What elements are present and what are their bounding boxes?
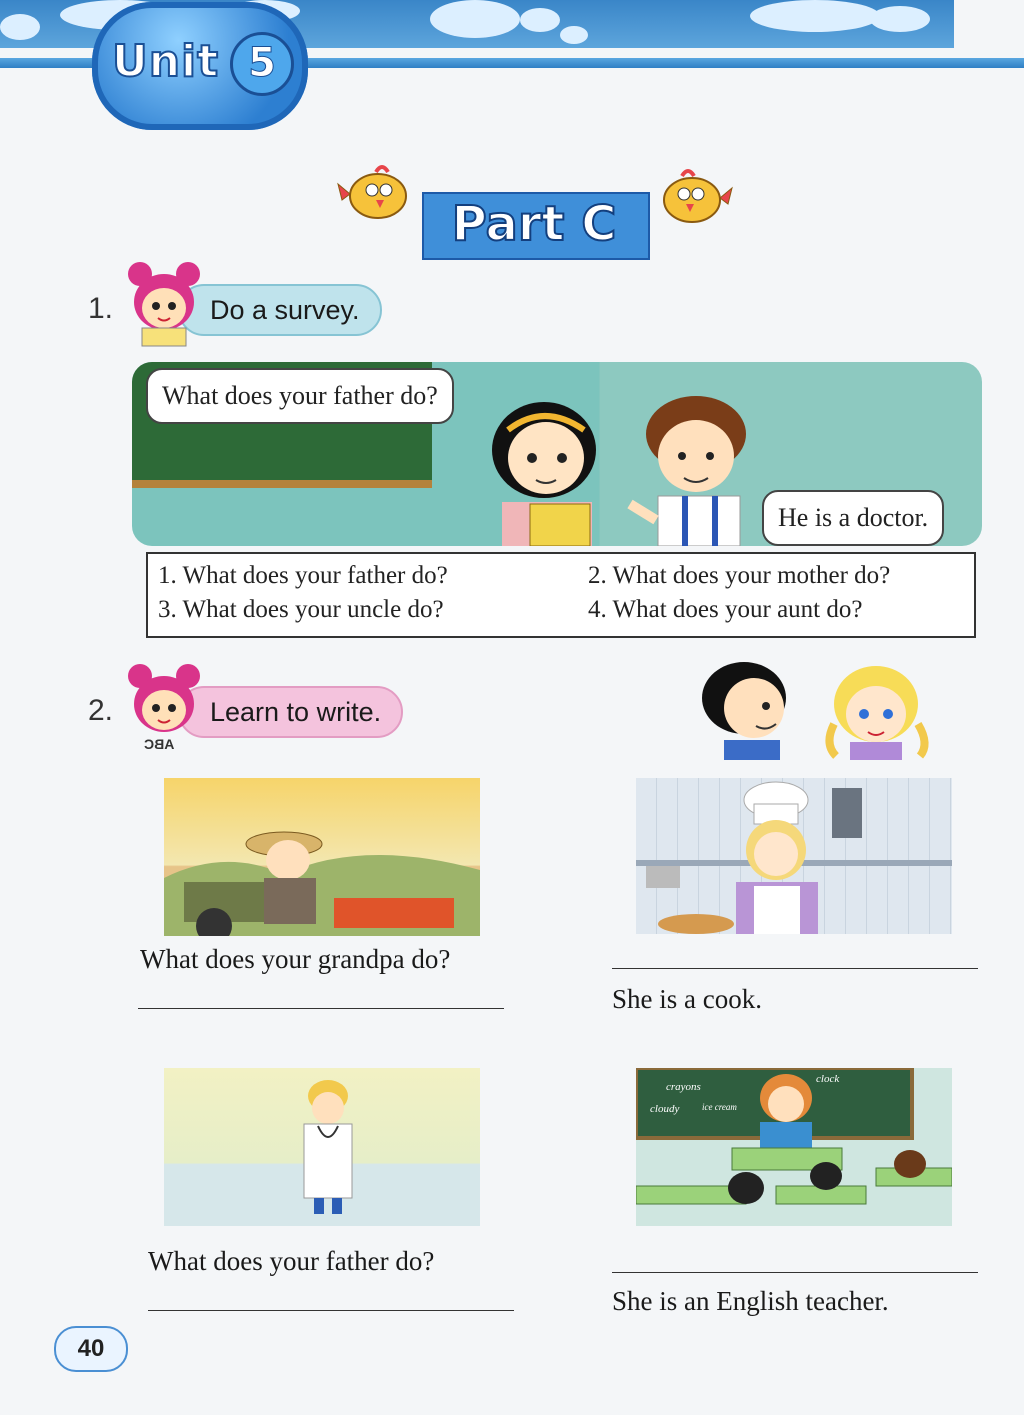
unit-number: 5 <box>230 32 294 96</box>
girl-with-clipboard-icon <box>484 392 614 546</box>
answer-line <box>148 1310 514 1311</box>
bird-icon <box>336 160 416 226</box>
girl-mascot-icon <box>124 258 204 350</box>
blonde-girl-head-icon <box>820 664 942 760</box>
page-number: 40 <box>54 1326 128 1372</box>
part-title: Part C <box>451 196 617 252</box>
board-word: ice cream <box>702 1102 737 1112</box>
boy-icon <box>620 394 750 546</box>
cloud-decoration <box>430 0 520 38</box>
unit-title: Unit <box>112 36 220 87</box>
question-caption: What does your father do? <box>148 1246 435 1276</box>
answer-speech-bubble: He is a doctor. <box>762 490 944 546</box>
teacher-picture <box>636 1068 952 1226</box>
survey-question: 3. What does your uncle do? <box>158 596 444 623</box>
cloud-decoration <box>520 8 560 32</box>
section-title: Learn to write. <box>178 686 403 738</box>
doctor-picture <box>164 1068 480 1226</box>
cook-picture <box>636 778 952 934</box>
farmer-picture <box>164 778 480 936</box>
cloud-decoration <box>560 26 588 44</box>
section-title: Do a survey. <box>178 284 382 336</box>
board-word: crayons <box>666 1081 701 1093</box>
answer-line <box>612 968 978 969</box>
cloud-decoration <box>0 14 40 40</box>
answer-line <box>138 1008 504 1009</box>
survey-question: 1. What does your father do? <box>158 562 448 589</box>
cloud-decoration <box>870 6 930 32</box>
section-number: 1. <box>88 292 114 325</box>
survey-question: 4. What does your aunt do? <box>588 596 863 623</box>
boy-head-icon <box>700 660 796 760</box>
section-number: 2. <box>88 694 114 727</box>
board-word: cloudy <box>650 1103 680 1115</box>
survey-question-list <box>146 552 976 638</box>
answer-caption: She is a cook. <box>612 984 762 1014</box>
answer-line <box>612 1272 978 1273</box>
cloud-decoration <box>750 0 880 32</box>
question-caption: What does your grandpa do? <box>140 944 451 974</box>
question-speech-bubble: What does your father do? <box>146 368 454 424</box>
abc-badge: ABC <box>144 736 175 752</box>
bird-icon <box>654 164 734 230</box>
board-word: clock <box>816 1073 840 1085</box>
answer-caption: She is an English teacher. <box>612 1286 889 1316</box>
survey-question: 2. What does your mother do? <box>588 562 891 589</box>
